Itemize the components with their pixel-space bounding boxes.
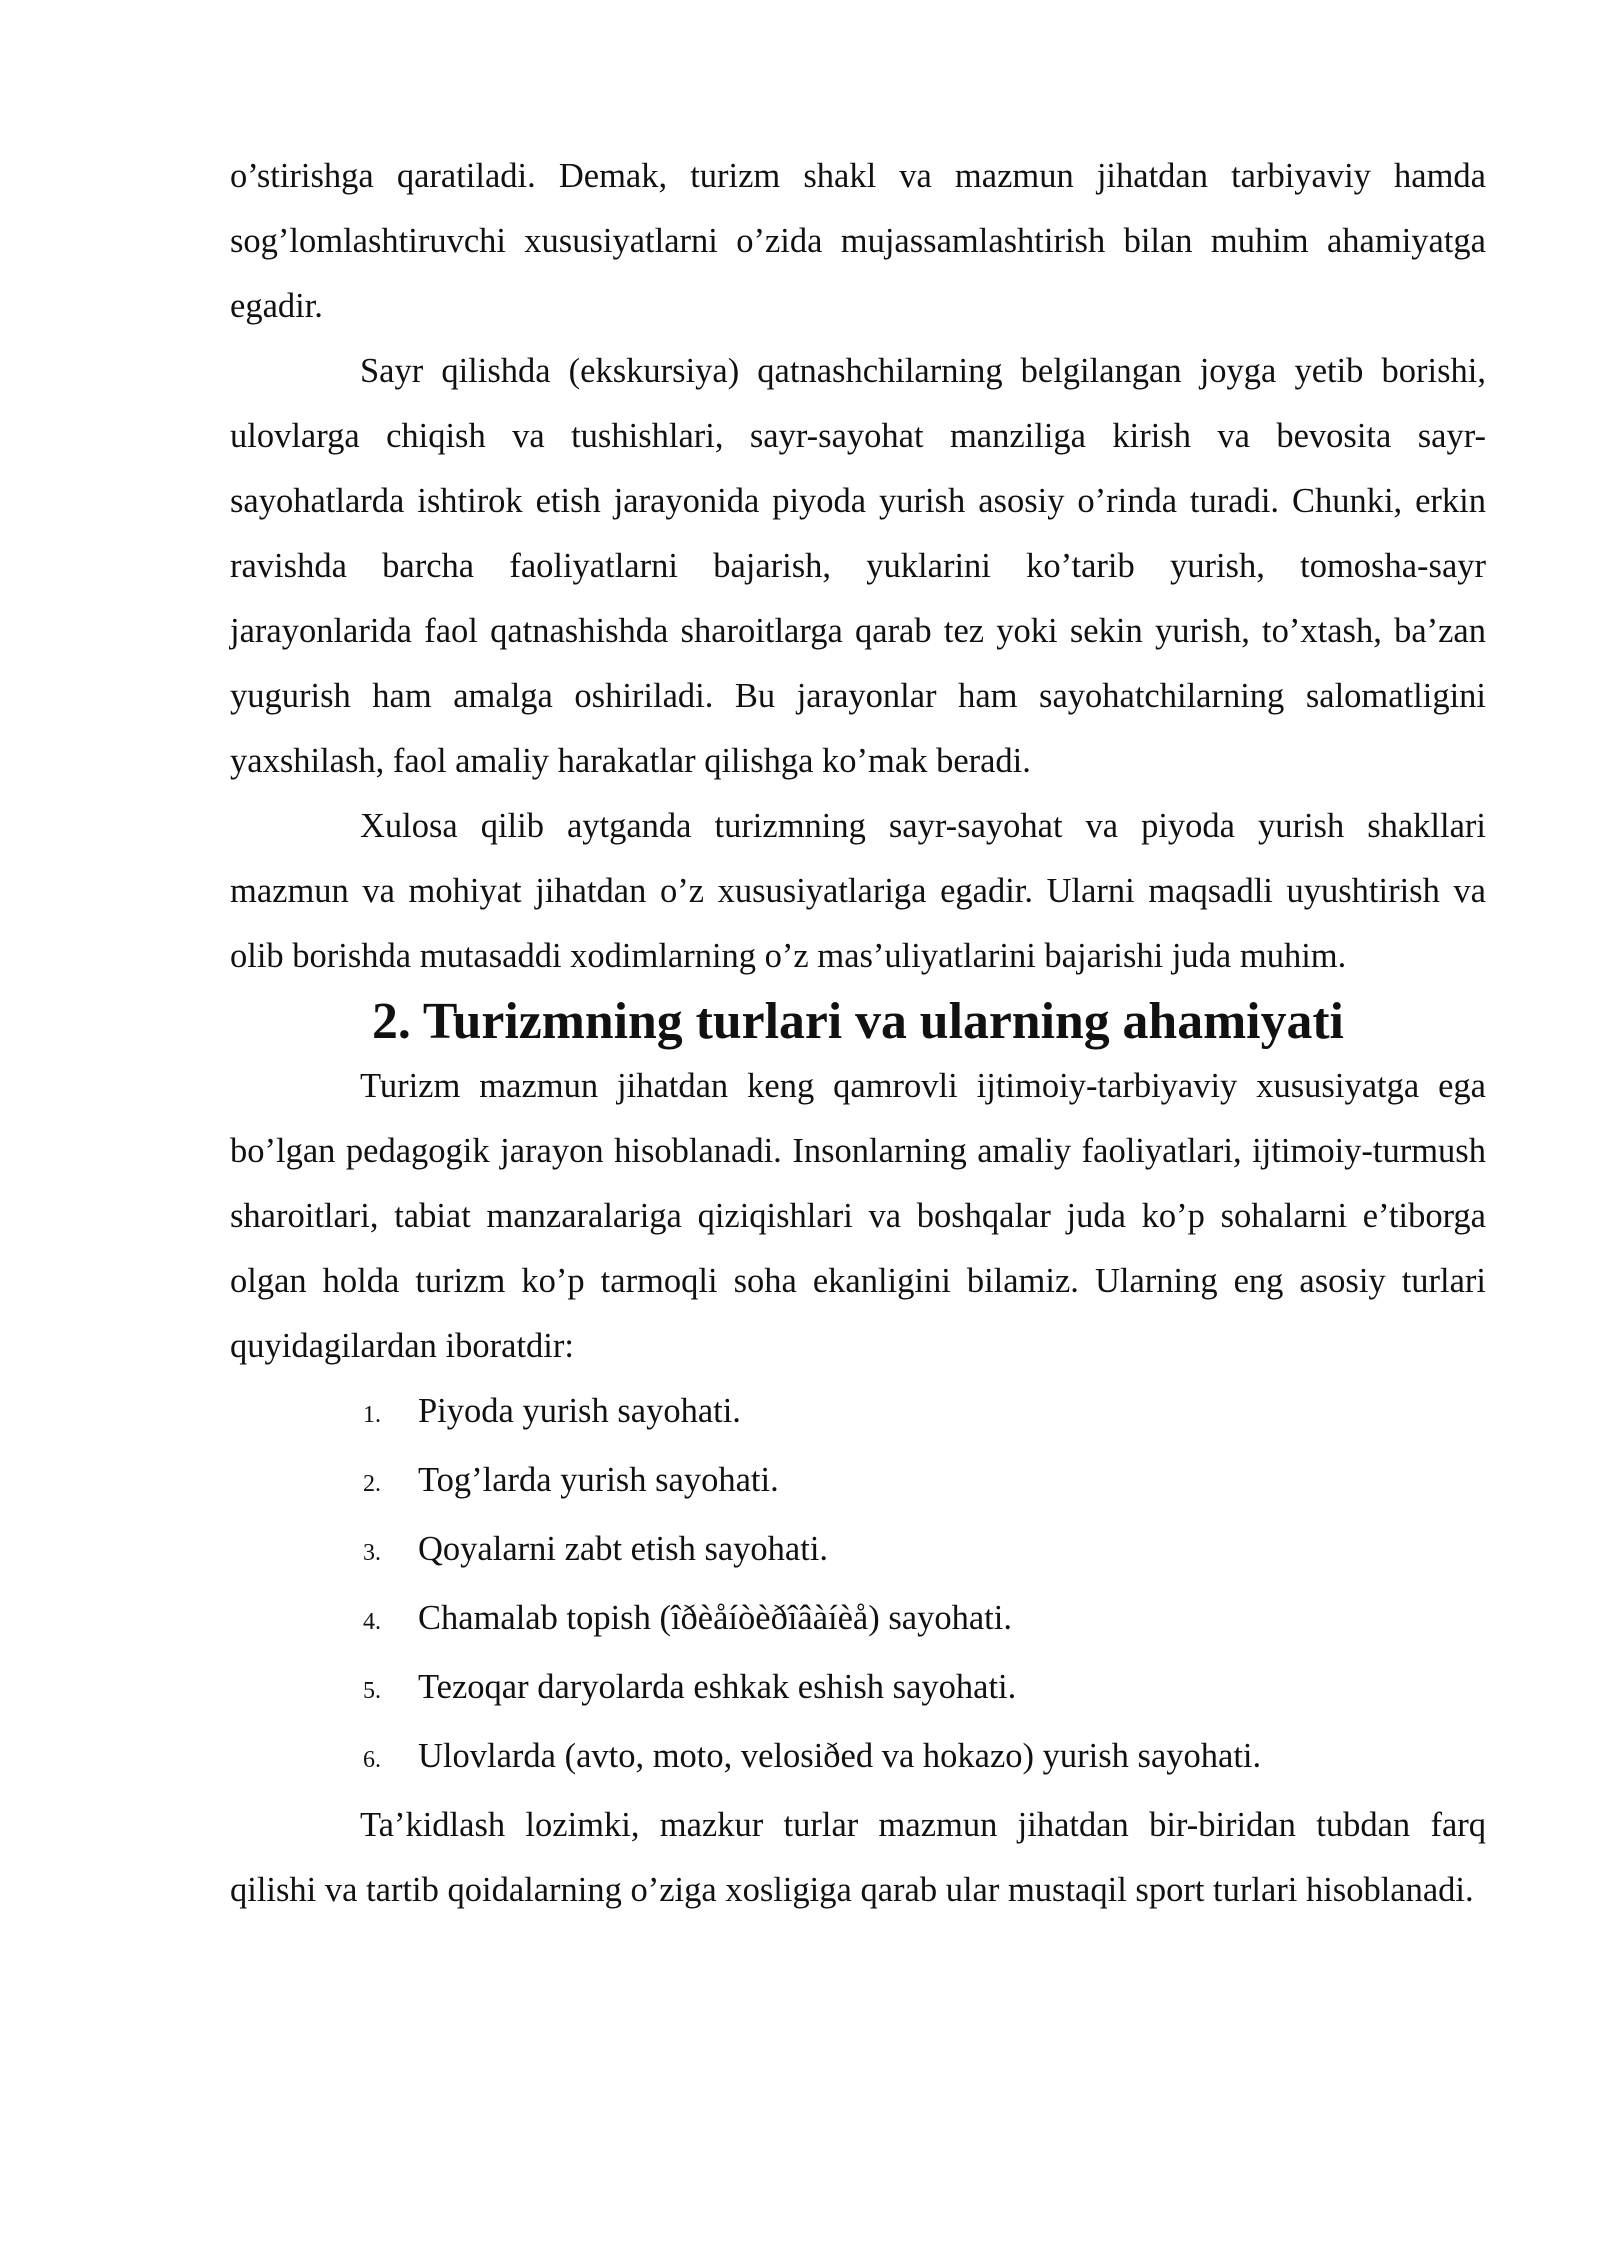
list-item-number: 2. [363,1471,381,1497]
list-item-text: Ulovlarda (avto, moto, velosiðed va hokazo) yurish sayohati. [418,1737,1262,1775]
list-item-number: 5. [363,1678,381,1704]
document-page [230,144,1486,1923]
list-item-text: Tezoqar daryolarda eshkak eshish sayohati. [418,1668,1017,1706]
list-item-number: 4. [363,1609,381,1635]
list-item-text: Tog’larda yurish sayohati. [418,1461,779,1499]
list-item [230,1379,1486,1448]
list-item-number: 1. [363,1402,381,1428]
paragraph-continuation: o’stirishga qaratiladi. Demak, turizm shakl va mazmun jihatdan tarbiyaviy hamda sog’lomlashtiruvchi xususiyatlarni o’zida mujassamlashtirish bilan muhim ahamiyatga egadir. [230,157,1486,325]
list-item-text: Chamalab topish (îðèåíòèðîâàíèå) sayohati. [418,1599,1012,1637]
list-item [230,1517,1486,1586]
list-item [230,1655,1486,1724]
paragraph-excursion: Sayr qilishda (ekskursiya) qatnashchilarning belgilangan joyga yetib borishi, ulovlarga chiqish va tushishlari, sayr-sayohat manziliga kirish va bevosita sayr-sayohatlarda ishtirok etish jarayonida piyoda yurish asosiy o’rinda turadi. Chunki, erkin ravishda barcha faoliyatlarni bajarish, yuklarini ko’tarib yurish, tomosha-sayr jarayonlarida faol qatnashishda sharoitlarga qarab tez yoki sekin yurish, to’xtash, ba’zan yugurish ham amalga oshiriladi. Bu jarayonlar ham sayohatchilarning salomatligini yaxshilash, faol amaliy harakatlar qilishga ko’mak beradi. [230,352,1486,780]
list-item [230,1586,1486,1655]
list-item [230,1448,1486,1517]
list-item-text: Qoyalarni zabt etish sayohati. [418,1530,829,1568]
list-item-text: Piyoda yurish sayohati. [418,1392,741,1430]
tourism-types-list [230,1379,1486,1793]
list-item [230,1724,1486,1793]
list-item-number: 3. [363,1540,381,1566]
paragraph-conclusion: Xulosa qilib aytganda turizmning sayr-sayohat va piyoda yurish shakllari mazmun va mohiyat jihatdan o’z xususiyatlariga egadir. Ularni maqsadli uyushtirish va olib borishda mutasaddi xodimlarning o’z mas’uliyatlarini bajarishi juda muhim. [230,807,1486,975]
paragraph-types-intro: Turizm mazmun jihatdan keng qamrovli ijtimoiy-tarbiyaviy xususiyatga ega bo’lgan pedagogik jarayon hisoblanadi. Insonlarning amaliy faoliyatlari, ijtimoiy-turmush sharoitlari, tabiat manzaralariga qiziqishlari va boshqalar juda ko’p sohalarni e’tiborga olgan holda turizm ko’p tarmoqli soha ekanligini bilamiz. Ularning eng asosiy turlari quyidagilardan iboratdir: [230,1067,1486,1365]
list-item-number: 6. [363,1747,381,1773]
paragraph-final: Ta’kidlash lozimki, mazkur turlar mazmun jihatdan bir-biridan tubdan farq qilishi va tartib qoidalarning o’ziga xosligiga qarab ular mustaqil sport turlari hisoblanadi. [230,1806,1486,1909]
section-heading: 2. Turizmning turlari va ularning ahamiyati [372,993,1344,1050]
